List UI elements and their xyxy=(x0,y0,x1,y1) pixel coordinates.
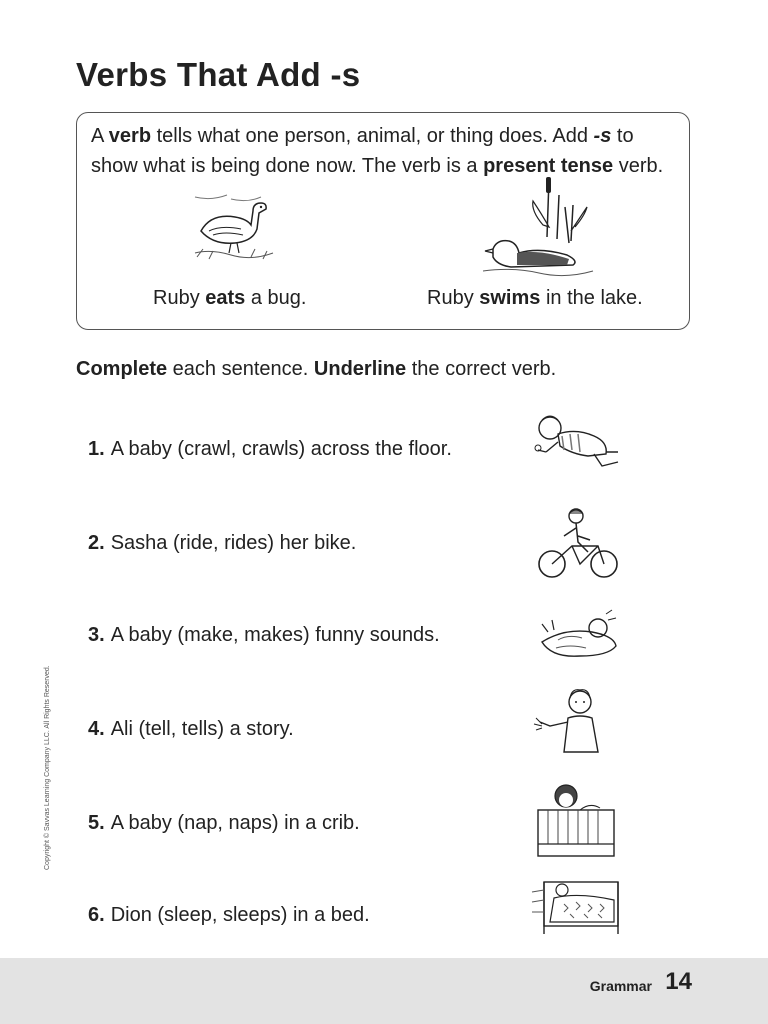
baby-lying-icon xyxy=(528,602,624,674)
list-item xyxy=(88,718,294,741)
item-number: 2. xyxy=(88,532,105,554)
page-title: Verbs That Add -s xyxy=(76,56,361,93)
crib-icon xyxy=(528,780,624,852)
item-number: 6. xyxy=(88,904,105,926)
bed-icon xyxy=(528,872,624,944)
item-number: 4. xyxy=(88,718,105,740)
list-item xyxy=(88,438,452,461)
item-number: 1. xyxy=(88,438,105,460)
copyright-notice: Copyright © Savvas Learning Company LLC. All Rights Reserved. xyxy=(44,665,51,870)
list-item xyxy=(88,532,356,555)
goose-icon xyxy=(191,191,277,261)
crawling-baby-icon xyxy=(528,406,624,478)
item-sentence: Ali (tell, tells) a story. xyxy=(110,718,294,740)
directions: Complete each sentence. Underline the correct verb. xyxy=(76,358,557,380)
example-caption-swims: Ruby swims in the lake. xyxy=(427,287,643,309)
list-item xyxy=(88,812,360,835)
item-sentence: A baby (nap, naps) in a crib. xyxy=(110,812,360,834)
item-sentence: Dion (sleep, sleeps) in a bed. xyxy=(110,904,370,926)
bike-rider-icon xyxy=(528,506,624,578)
page-footer xyxy=(0,958,768,1024)
example-caption-eats: Ruby eats a bug. xyxy=(153,287,307,309)
footer-section-label: Grammar xyxy=(589,978,652,994)
loon-icon xyxy=(483,177,595,281)
item-sentence: A baby (crawl, crawls) across the floor. xyxy=(110,438,452,460)
item-number: 5. xyxy=(88,812,105,834)
rule-text: A verb tells what one person, animal, or thing does. Add -s to show what is being done now. The verb is a present tense verb. xyxy=(91,125,664,177)
item-number: 3. xyxy=(88,624,105,646)
page-number: 14 xyxy=(665,968,692,995)
storyteller-icon xyxy=(528,684,624,756)
list-item xyxy=(88,904,370,927)
item-sentence: Sasha (ride, rides) her bike. xyxy=(110,532,357,554)
rule-box xyxy=(76,112,690,330)
list-item xyxy=(88,624,440,647)
item-sentence: A baby (make, makes) funny sounds. xyxy=(110,624,440,646)
